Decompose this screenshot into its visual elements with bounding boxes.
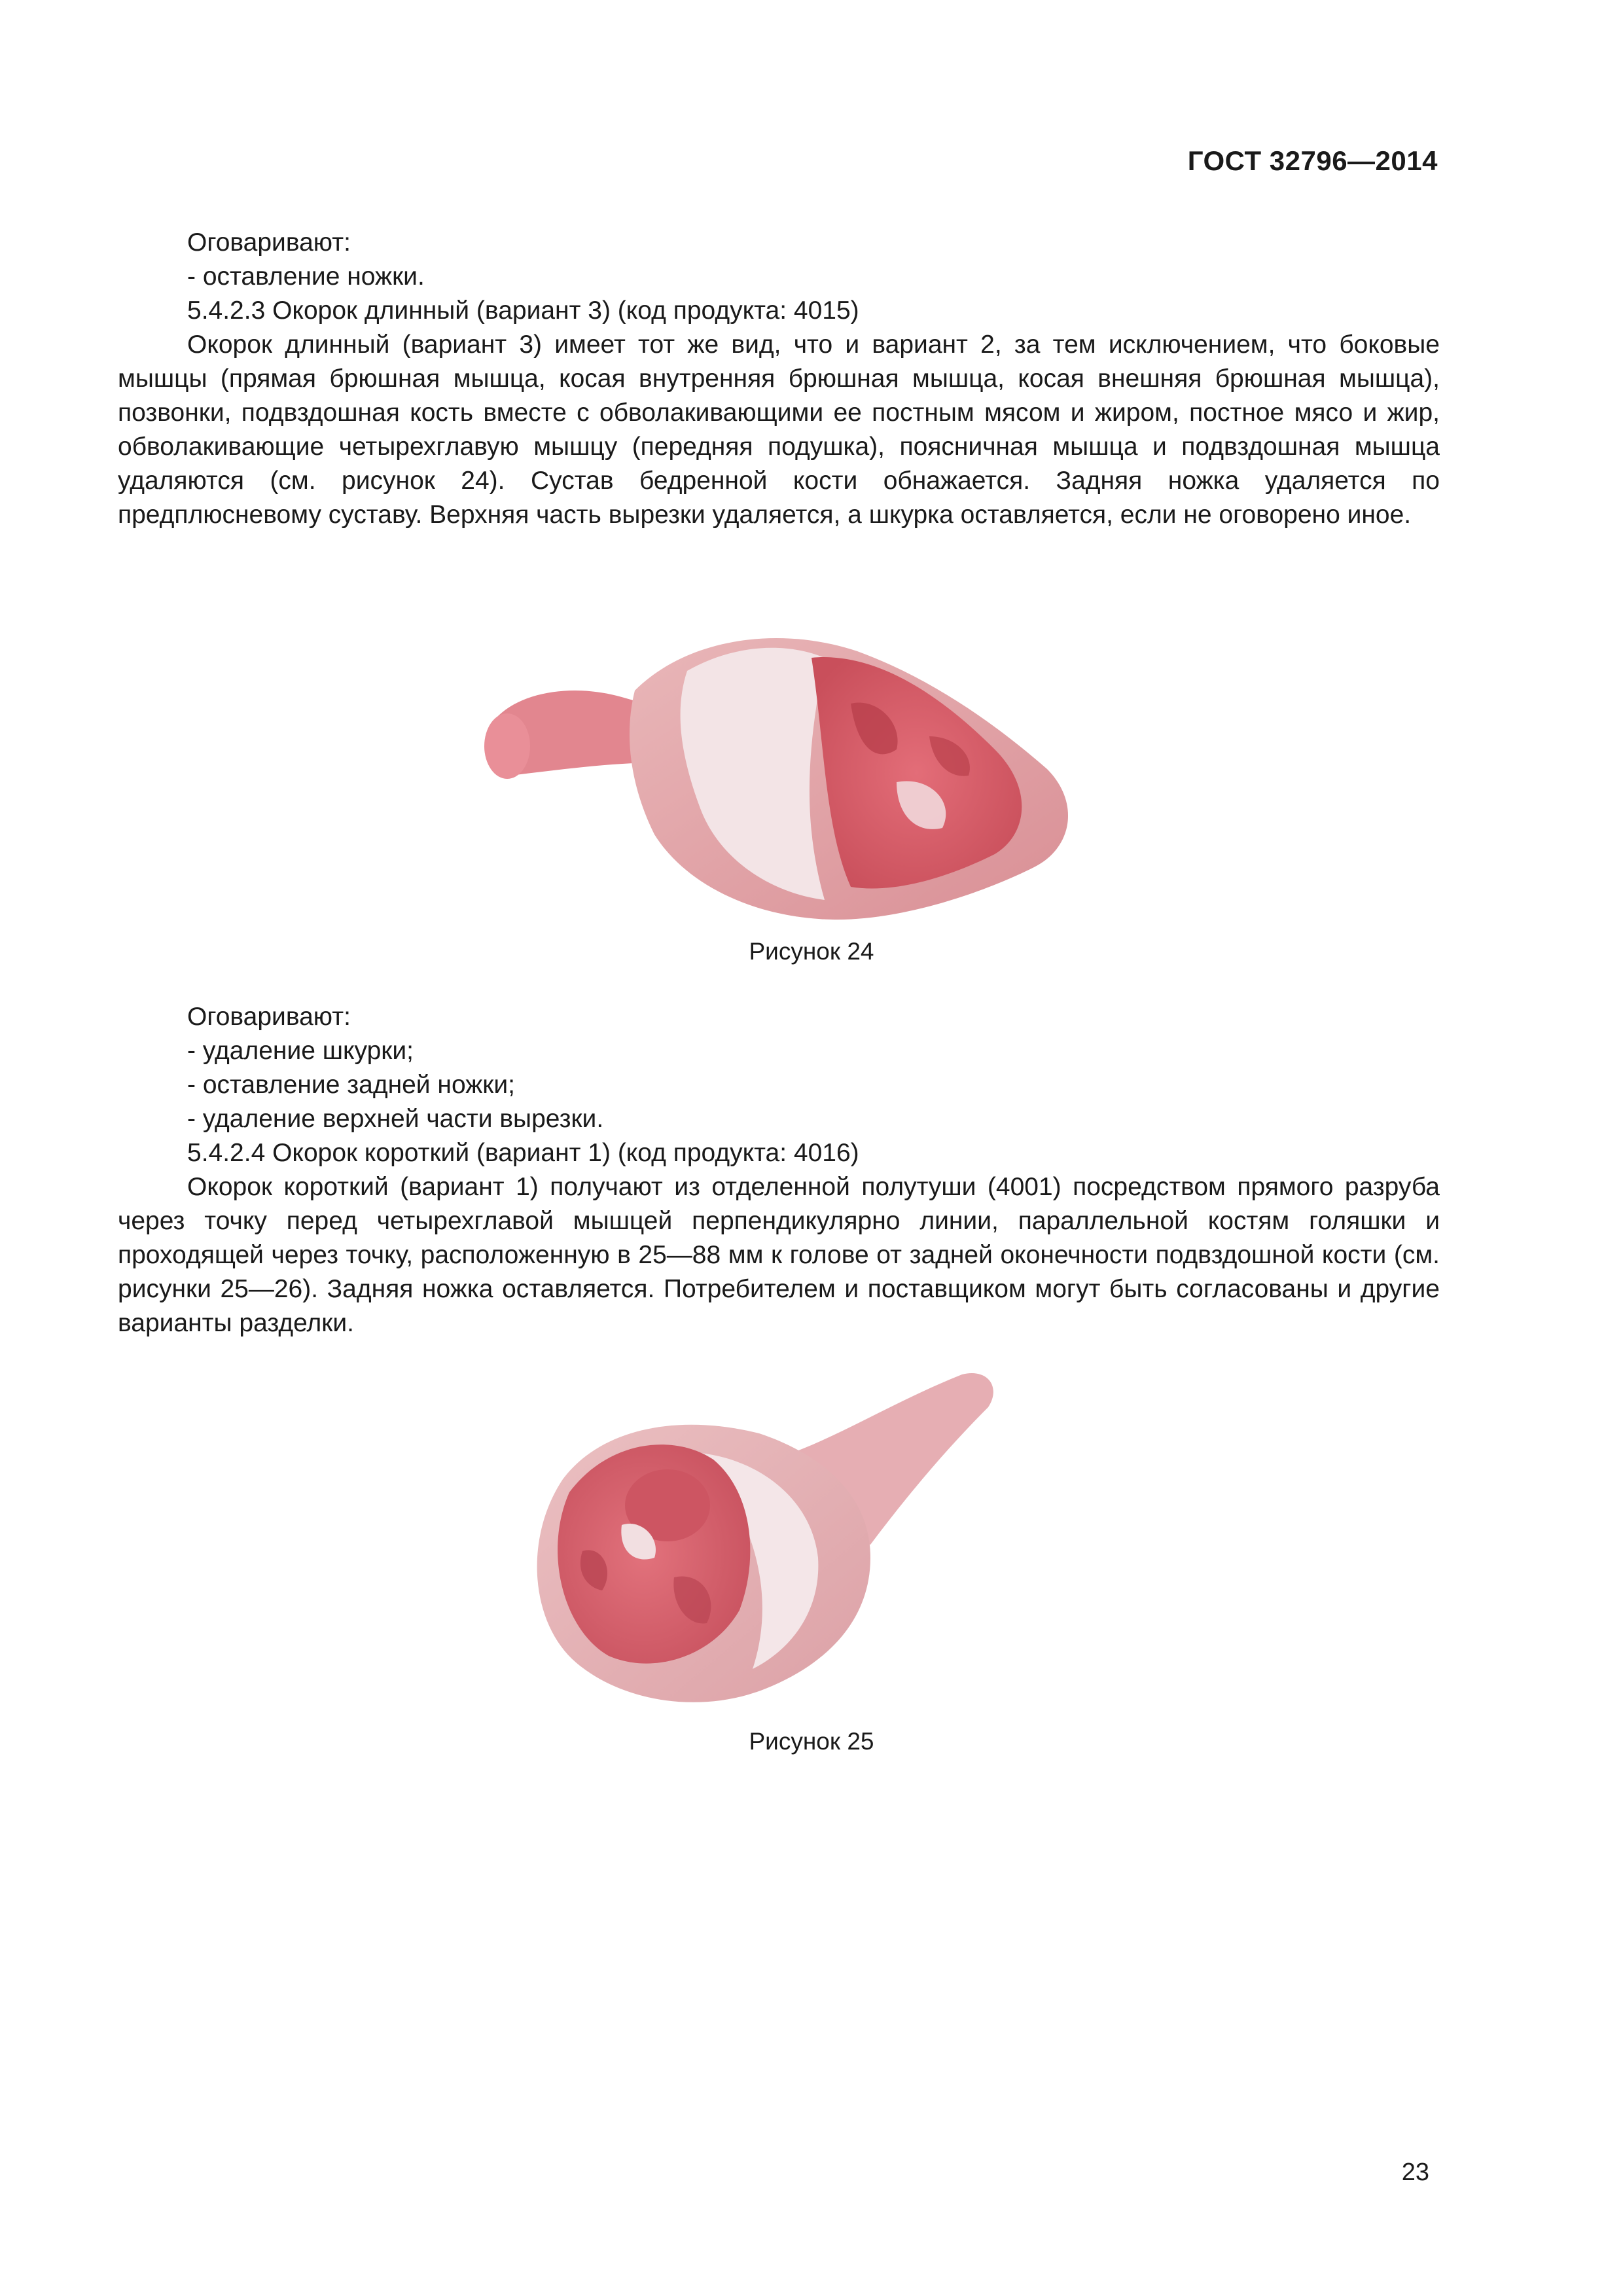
document-id-header: ГОСТ 32796—2014 [1187,145,1438,176]
page-number: 23 [1401,2159,1429,2186]
stipulate-label: Оговаривают: [187,228,351,257]
section-body: Окорок длинный (вариант 3) имеет тот же вид, что и вариант 2, за тем исключением, что боковые мышцы (прямая брюшная мышца, косая внутренняя брюшная мышца, косая внешняя брюшная мышца), позвонки, подвздошная кость вместе с обволакивающими ее постным мясом и жиром, постное мясо и жир, обволакивающие четырехглавую мышцу (передняя подушка), поясничная мышца и подвздошная мышца удаляются (см. рисунок 24). Сустав бедренной кости обнажается. Задняя ножка удаляется по предплюсневому суставу. Верхняя часть вырезки удаляется, а шкурка оставляется, если не оговорено иное. [118,331,1440,529]
section-heading: 5.4.2.3 Окорок длинный (вариант 3) (код продукта: 4015) [187,296,859,325]
list-item: - удаление шкурки; [187,1037,414,1065]
figure-25-short-ham-image [504,1361,1067,1728]
list-item: - оставление задней ножки; [187,1071,515,1099]
figure-24-long-ham-image [471,612,1099,926]
section-heading: 5.4.2.4 Окорок короткий (вариант 1) (код продукта: 4016) [187,1139,859,1167]
section-long-ham-v3 [118,226,1440,532]
figure-25-caption: Рисунок 25 [749,1728,874,1755]
stipulate-label: Оговаривают: [187,1003,351,1031]
figure-24-caption: Рисунок 24 [749,938,874,965]
list-item: - оставление ножки. [187,262,425,291]
section-body: Окорок короткий (вариант 1) получают из отделенной полутуши (4001) посредством прямого разруба через точку перед четырехглавой мышцей перпендикулярно линии, параллельной костям голяшки и проходящей через точку, расположенную в 25—88 мм к голове от задней оконечности подвздошной кости (см. рисунки 25—26). Задняя ножка оставляется. Потребителем и поставщиком могут быть согласованы и другие варианты разделки. [118,1173,1440,1337]
section-short-ham-v1 [118,1000,1440,1340]
list-item: - удаление верхней части вырезки. [187,1105,604,1133]
